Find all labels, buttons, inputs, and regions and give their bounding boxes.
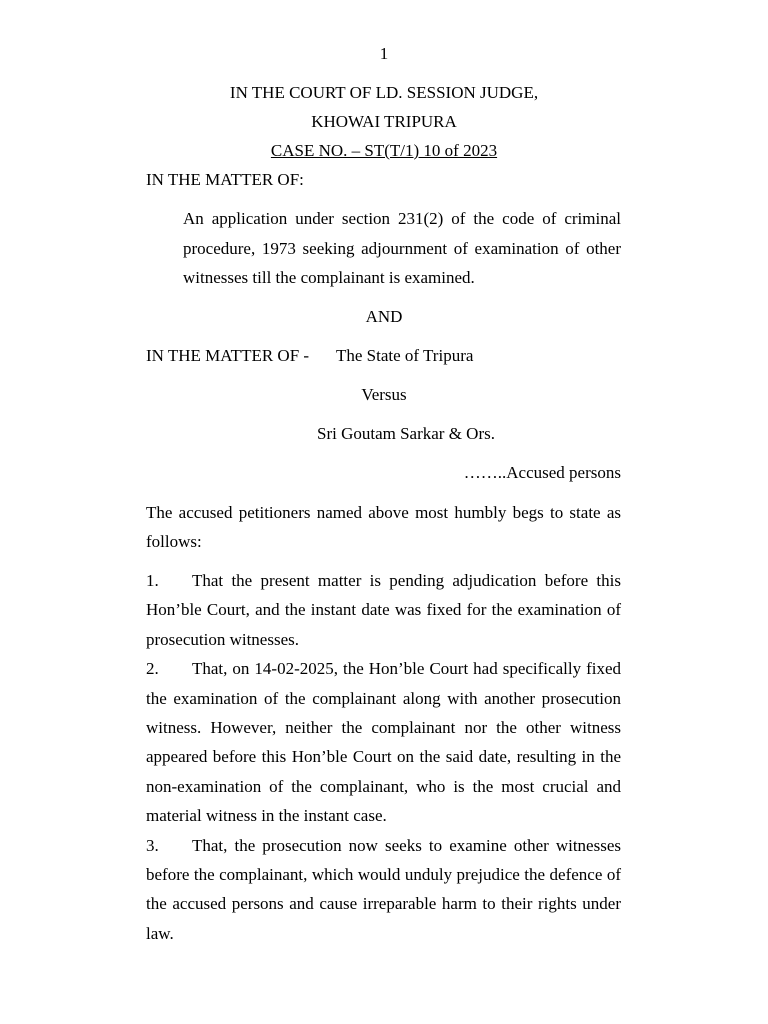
paragraph-number: 1.: [146, 571, 159, 590]
party-accused: Sri Goutam Sarkar & Ors.: [316, 424, 495, 443]
case-number: [0, 141, 768, 161]
paragraph-text: That, on 14-02-2025, the Hon’ble Court had specifically fixed the examination of the complainant along with another prosecution witness. However, neither the complainant nor the other witness appeared before this Hon’ble Court on the said date, resulting in the non-examination of the complainant, who is the most crucial and material witness in the instant case.: [146, 659, 621, 826]
case-number-text: CASE NO. – ST(T/1) 10 of 2023: [270, 141, 498, 160]
party-state: The State of Tripura: [336, 346, 474, 365]
paragraph-1: [146, 566, 621, 654]
accused-persons-label: ……..Accused persons: [463, 463, 621, 482]
and-label: AND: [365, 307, 403, 326]
paragraph-text: That the present matter is pending adjudication before this Hon’ble Court, and the instant date was fixed for the examination of prosecution witnesses.: [146, 571, 621, 649]
paragraph-number: 2.: [146, 659, 159, 679]
court-place: KHOWAI TRIPURA: [311, 112, 457, 131]
versus-label: Versus: [361, 385, 407, 404]
numbered-paragraphs: [146, 566, 621, 948]
intro-paragraph: The accused petitioners named above most humbly begs to state as follows:: [146, 503, 621, 552]
paragraph-text: That, the prosecution now seeks to examine other witnesses before the complainant, which would unduly prejudice the defence of the accused persons and cause irreparable harm to their rights under law.: [146, 835, 621, 943]
page-number: 1: [379, 44, 389, 63]
paragraph-number: 3.: [146, 835, 159, 855]
application-description: An application under section 231(2) of the code of criminal procedure, 1973 seeking adjournment of examination of other witnesses till the complainant is examined.: [183, 209, 621, 288]
court-heading: IN THE COURT OF LD. SESSION JUDGE,: [229, 83, 539, 102]
matter-label-1: IN THE MATTER OF:: [146, 170, 304, 189]
matter-label-2: IN THE MATTER OF -: [146, 346, 310, 365]
paragraph-3: [146, 831, 621, 949]
paragraph-2: [146, 654, 621, 830]
